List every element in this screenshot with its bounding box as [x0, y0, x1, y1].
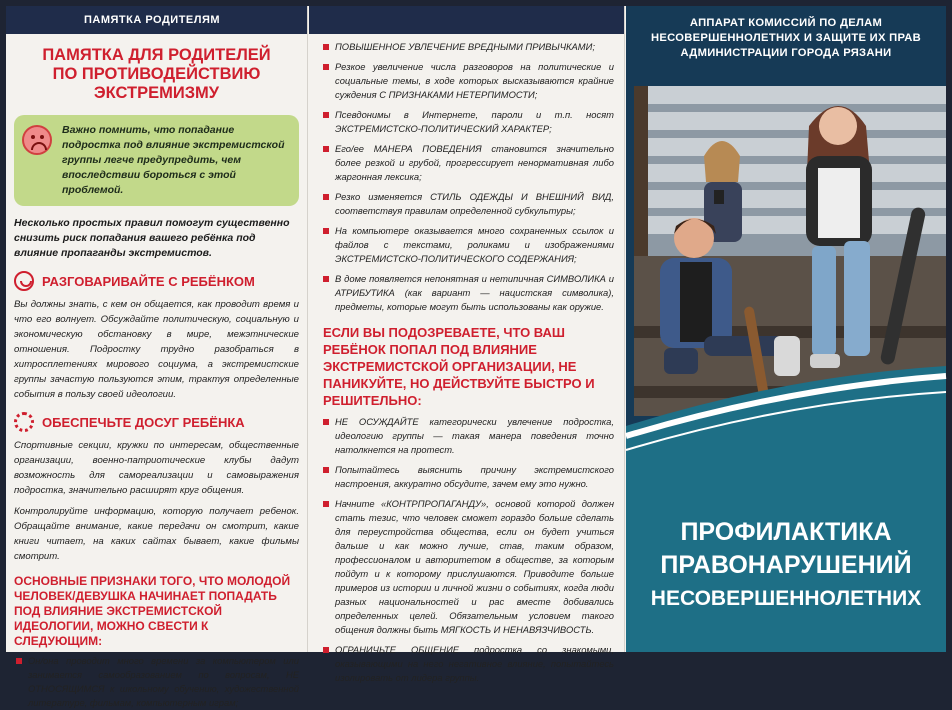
brochure-title: [12, 46, 301, 103]
sign-item: Резко изменяется СТИЛЬ ОДЕЖДЫ И ВНЕШНИЙ ВИД, соответствуя правилам определенной субкультуры;: [321, 190, 614, 218]
sign-item: Его/ее МАНЕРА ПОВЕДЕНИЯ становится значительно более резкой и грубой, прогрессирует ненормативная либо жаргонная лексика;: [321, 142, 614, 184]
sign-item: Псевдонимы в Интернете, пароли и т.п. носят ЭКСТРЕМИСТСКО-ПОЛИТИЧЕСКИЙ ХАРАКТЕР;: [321, 108, 614, 136]
organization-name: [626, 16, 946, 61]
actions-list: [309, 415, 624, 685]
smile-icon: [14, 271, 34, 291]
title-line-1: ПАМЯТКА ДЛЯ РОДИТЕЛЕЙ: [42, 46, 271, 64]
org-line-3: АДМИНИСТРАЦИИ ГОРОДА РЯЗАНИ: [680, 47, 892, 59]
org-line-1: АППАРАТ КОМИССИЙ ПО ДЕЛАМ: [689, 17, 883, 29]
sign-item: Он/она проводит много времени за компьютером или занимается самообразованием по вопросам, НЕ ОТНОСЯЩИМСЯ к школьному обучению, художественной литературе, фильмам, компьютерным играм;: [14, 654, 299, 710]
cover-title-line-2: ПРАВОНАРУШЕНИЙ: [660, 551, 912, 579]
title-line-2: ПО ПРОТИВОДЕЙСТВИЮ: [52, 65, 261, 83]
alert-heading: ЕСЛИ ВЫ ПОДОЗРЕВАЕТЕ, ЧТО ВАШ РЕБЁНОК ПОПАЛ ПОД ВЛИЯНИЕ ЭКСТРЕМИСТСКОЙ ОРГАНИЗАЦИИ, НЕ ПАНИКУЙТЕ, НО ДЕЙСТВУЙТЕ БЫСТРО И РЕШИТЕЛЬНО:: [323, 325, 595, 408]
cover-title: [626, 516, 946, 615]
important-notice-box: [14, 115, 299, 206]
panel-header-bar: [309, 6, 624, 34]
sign-item: На компьютере оказывается много сохраненных ссылок и файлов с текстами, роликами и изображениями ЭКСТРЕМИСТСКО-ПОЛИТИЧЕСКОГО СОДЕРЖАНИЯ;: [321, 224, 614, 266]
signs-heading: ОСНОВНЫЕ ПРИЗНАКИ ТОГО, ЧТО МОЛОДОЙ ЧЕЛОВЕК/ДЕВУШКА НАЧИНАЕТ ПОПАДАТЬ ПОД ВЛИЯНИЕ ЭКСТРЕМИСТСКОЙ ИДЕОЛОГИИ, МОЖНО СВЕСТИ К СЛЕДУЮЩИМ:: [14, 574, 291, 648]
sign-item: В доме появляется непонятная и нетипичная СИМВОЛИКА и АТРИБУТИКА (как вариант — нацистская символика), предметы, которые могут быть использованы как оружие.: [321, 272, 614, 314]
title-line-3: ЭКСТРЕМИЗМУ: [93, 84, 220, 102]
sad-face-icon: [22, 125, 52, 155]
action-item: ОГРАНИЧЬТЕ ОБЩЕНИЕ подростка со знакомыми, оказывающими на него негативное влияние, попытайтесь изолировать от лидера группы.: [321, 643, 614, 685]
cover-title-line-3: НЕСОВЕРШЕННОЛЕТНИХ: [650, 587, 922, 610]
left-panel: [6, 6, 308, 708]
sign-item: ПОВЫШЕННОЕ УВЛЕЧЕНИЕ ВРЕДНЫМИ ПРИВЫЧКАМИ;: [321, 40, 614, 54]
panel-header: ПАМЯТКА РОДИТЕЛЯМ: [6, 6, 307, 34]
middle-panel: [309, 6, 625, 683]
notice-text: Важно помнить, что попадание подростка под влияние экстремистской группы легче предупредить, чем впоследствии бороться с этой проблемой.: [62, 124, 285, 196]
section-text: Контролируйте информацию, которую получает ребенок. Обращайте внимание, какие передачи он смотрит, какие книги читает, на каких сайтах бывает, какие фильмы смотрит.: [14, 506, 299, 562]
signs-list: [309, 40, 624, 314]
org-line-2: НЕСОВЕРШЕННОЛЕТНИХ И ЗАЩИТЕ ИХ ПРАВ: [650, 32, 922, 44]
section-text: Спортивные секции, кружки по интересам, общественные организации, военно-патриотические клубы дадут возможность для самореализации и самовыражения подростка, значительно расширят круг общения.: [14, 440, 299, 496]
section-text: Вы должны знать, с кем он общается, как проводит время и что его волнует. Обсуждайте политическую, социальную и экономическую обстановку в мире, межэтнические отношения. Подростку трудно разобраться в хитросплетениях мирового социума, а экстремистские группы зачастую пользуются этим, трактуя определенные события в пользу своей идеологии.: [14, 299, 299, 400]
bulb-icon: [14, 412, 34, 432]
section-heading-leisure: [14, 412, 299, 432]
decorative-swoosh: [626, 366, 946, 486]
action-item: НЕ ОСУЖДАЙТЕ категорически увлечение подростка, идеологию группы — такая манера поведения точно натолкнется на протест.: [321, 415, 614, 457]
cover-panel: [626, 6, 946, 652]
intro-text: Несколько простых правил помогут существенно снизить риск попадания вашего ребёнка под влияние пропаганды экстремистов.: [14, 217, 290, 259]
sign-item: Резкое увеличение числа разговоров на политические и социальные темы, в ходе которых высказываются крайние суждения С ПРИЗНАКАМИ НЕТЕРПИМОСТИ;: [321, 60, 614, 102]
action-item: Начните «КОНТРПРОПАГАНДУ», основой которой должен стать тезис, что человек сможет гораздо больше сделать для переустройства общества, если он будет учиться дальше и как можно лучше, став, таким образом, профессионалом и авторитетом в обществе, за которым пойдут и к которому прислушаются. Приводите больше примеров из истории и личной жизни о событиях, когда люди разных национальностей и рас вместе добивались определенных целей. Обязательным условием такого общения должны быть МЯГКОСТЬ И НЕНАВЯЗЧИВОСТЬ.: [321, 497, 614, 637]
section-title: ОБЕСПЕЧЬТЕ ДОСУГ РЕБЁНКА: [42, 414, 245, 430]
cover-title-line-1: ПРОФИЛАКТИКА: [680, 518, 892, 546]
section-heading-talk: [14, 271, 299, 291]
section-title: РАЗГОВАРИВАЙТЕ С РЕБЁНКОМ: [42, 273, 255, 289]
action-item: Попытайтесь выяснить причину экстремистского настроения, аккуратно обсудите, зачем ему это нужно.: [321, 463, 614, 491]
brochure: [6, 6, 946, 708]
